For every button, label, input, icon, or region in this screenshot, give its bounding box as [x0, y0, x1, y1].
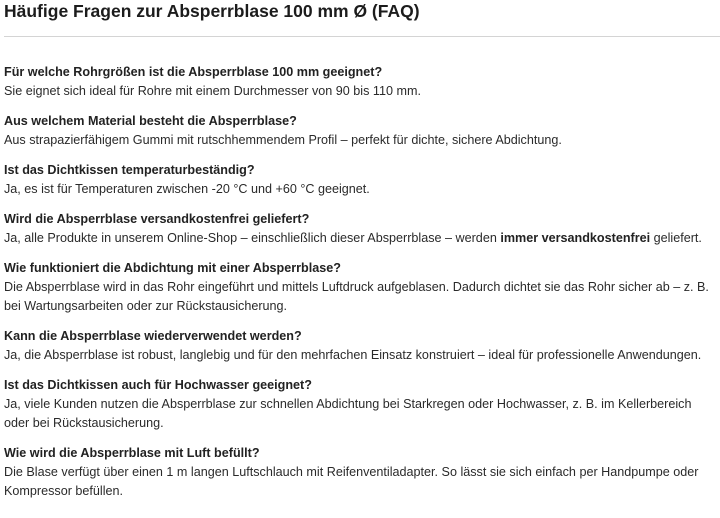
- faq-item: [4, 112, 716, 150]
- answer-emphasis: immer versandkostenfrei: [500, 231, 651, 245]
- faq-item: [4, 210, 716, 248]
- faq-answer: Die Absperrblase wird in das Rohr eingeführt und mittels Luftdruck aufgeblasen. Dadurch dichtet sie das Rohr sicher ab – z. B. bei Wartungsarbeiten oder zur Rückstausicherung.: [4, 280, 709, 313]
- faq-list: [4, 63, 716, 512]
- faq-item: [4, 259, 716, 316]
- answer-text: geliefert.: [650, 231, 702, 245]
- faq-answer: Ja, viele Kunden nutzen die Absperrblase zur schnellen Abdichtung bei Starkregen oder Hochwasser, z. B. im Kellerbereich oder bei Rückstausicherung.: [4, 397, 692, 430]
- faq-answer: Aus strapazierfähigem Gummi mit rutschhemmendem Profil – perfekt für dichte, sichere Abdichtung.: [4, 133, 562, 147]
- faq-item: [4, 444, 716, 501]
- faq-question: Ist das Dichtkissen temperaturbeständig?: [4, 163, 255, 177]
- faq-answer: Ja, die Absperrblase ist robust, langlebig und für den mehrfachen Einsatz konstruiert – ideal für professionelle Anwendungen.: [4, 348, 702, 362]
- faq-answer: Ja, es ist für Temperaturen zwischen -20 °C und +60 °C geeignet.: [4, 182, 370, 196]
- page-title: Häufige Fragen zur Absperrblase 100 mm Ø (FAQ): [4, 1, 420, 21]
- faq-answer: Die Blase verfügt über einen 1 m langen Luftschlauch mit Reifenventiladapter. So lässt sie sich einfach per Handpumpe oder Kompressor befüllen.: [4, 465, 699, 498]
- faq-item: [4, 327, 716, 365]
- faq-question: Wie wird die Absperrblase mit Luft befüllt?: [4, 446, 260, 460]
- answer-text: Ja, alle Produkte in unserem Online-Shop – einschließlich dieser Absperrblase – werden: [4, 231, 501, 245]
- faq-question: Ist das Dichtkissen auch für Hochwasser geeignet?: [4, 378, 312, 392]
- faq-question: Wird die Absperrblase versandkostenfrei geliefert?: [4, 212, 310, 226]
- faq-item: [4, 376, 716, 433]
- faq-item: [4, 63, 716, 101]
- divider: [4, 36, 720, 37]
- faq-question: Wie funktioniert die Abdichtung mit einer Absperrblase?: [4, 261, 341, 275]
- faq-question: Aus welchem Material besteht die Absperrblase?: [4, 114, 297, 128]
- faq-question: Kann die Absperrblase wiederverwendet werden?: [4, 329, 302, 343]
- faq-item: [4, 161, 716, 199]
- faq-question: Für welche Rohrgrößen ist die Absperrblase 100 mm geeignet?: [4, 65, 383, 79]
- faq-answer: Sie eignet sich ideal für Rohre mit einem Durchmesser von 90 bis 110 mm.: [4, 84, 421, 98]
- faq-answer: [4, 229, 716, 248]
